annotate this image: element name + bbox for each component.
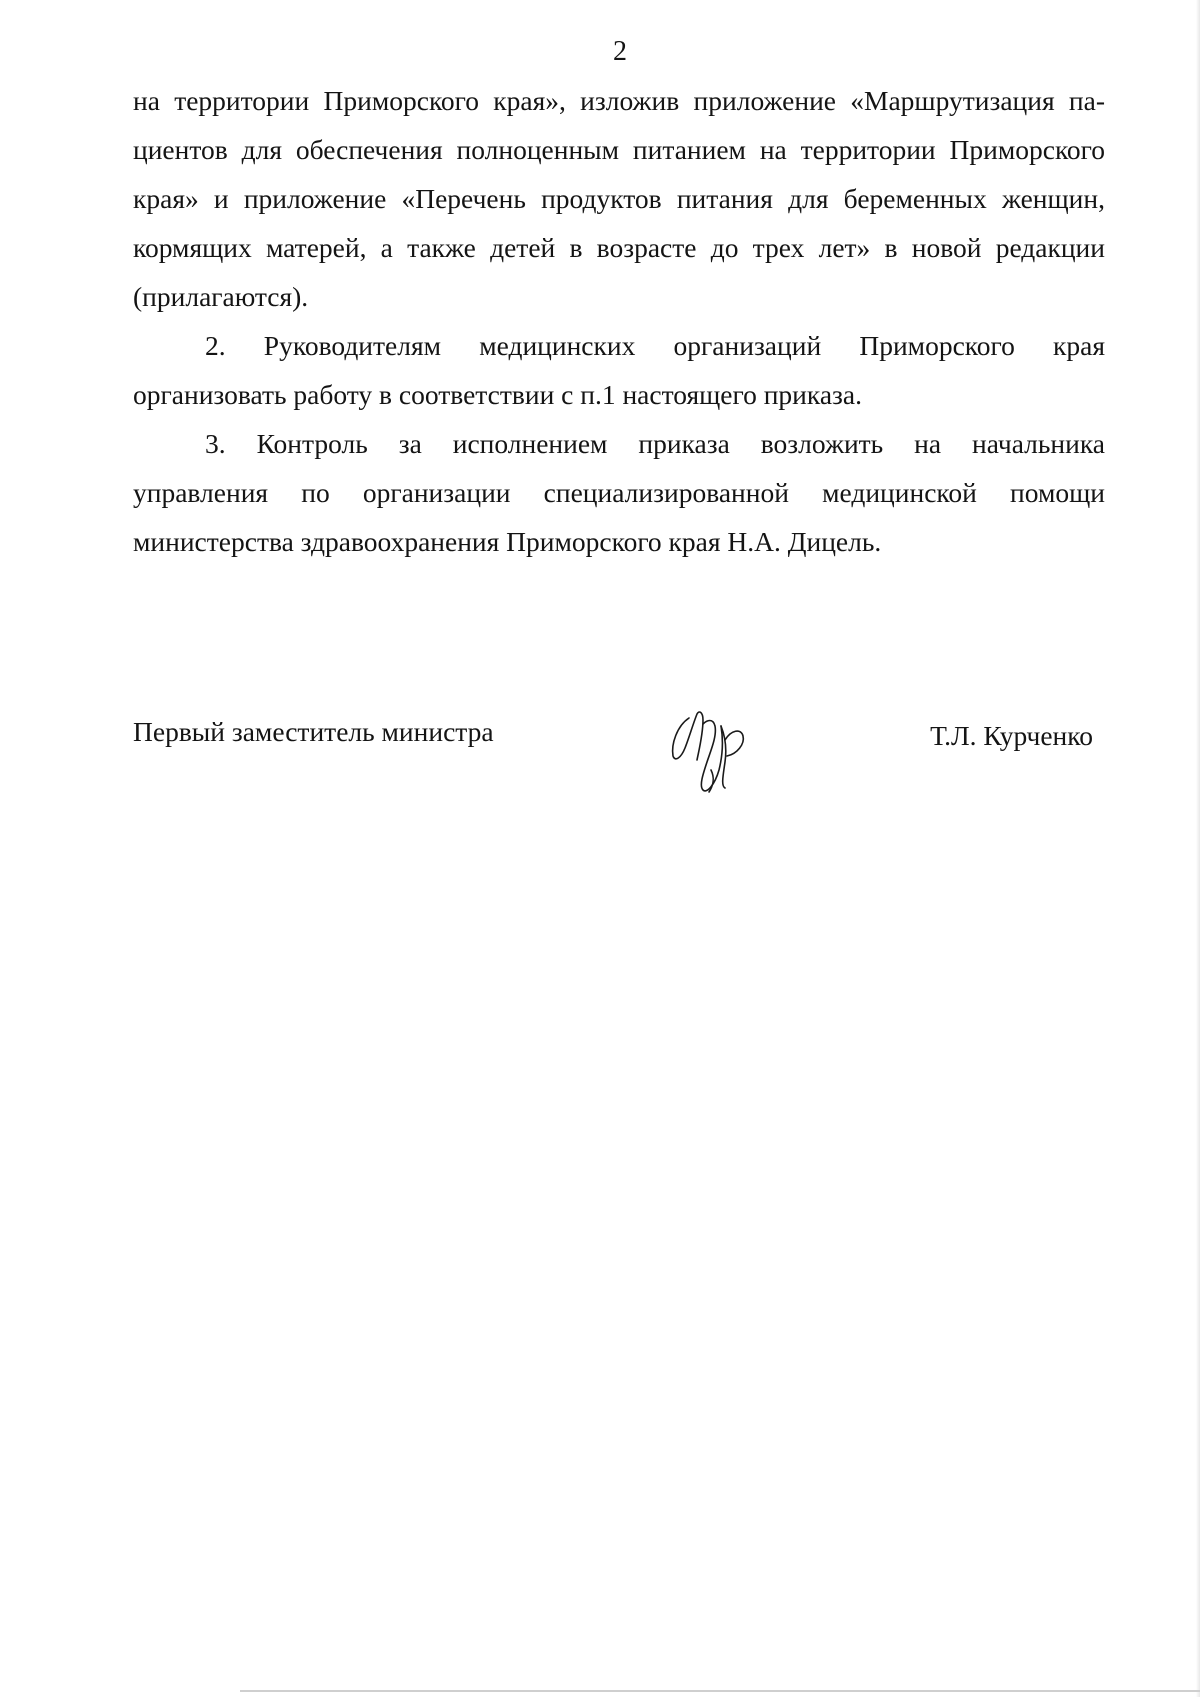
page-number: 2 [613,36,627,67]
paragraph-3 [133,419,1105,566]
signer-position: Первый заместитель министра [133,716,494,747]
scan-edge-shadow [1196,0,1200,1697]
text-line: (прилагаются). [133,281,309,312]
text-line: края» и приложение «Перечень продуктов питания для беременных женщин, [133,183,1105,214]
text-line: 3. Контроль за исполнением приказа возложить на начальника [205,428,1105,459]
signature-block [133,700,1093,810]
text-line: министерства здравоохранения Приморского края Н.А. Дицель. [133,526,882,557]
text-line: кормящих матерей, а также детей в возрасте до трех лет» в новой редакции [133,232,1105,263]
text-line: управления по организации специализированной медицинской помощи [133,477,1105,508]
text-line: организовать работу в соответствии с п.1 настоящего приказа. [133,379,862,410]
paragraph-1 [133,76,1105,321]
text-line: 2. Руководителям медицинских организаций Приморского края [205,330,1105,361]
scan-bottom-line [240,1690,1200,1692]
text-line: циентов для обеспечения полноценным питанием на территории Приморского [133,134,1105,165]
signer-name: Т.Л. Курченко [930,720,1093,751]
text-line: на территории Приморского края», изложив приложение «Маршрутизация па- [133,85,1105,116]
paragraph-2 [133,321,1105,419]
document-body [133,76,1105,566]
handwritten-signature-icon [663,700,783,800]
